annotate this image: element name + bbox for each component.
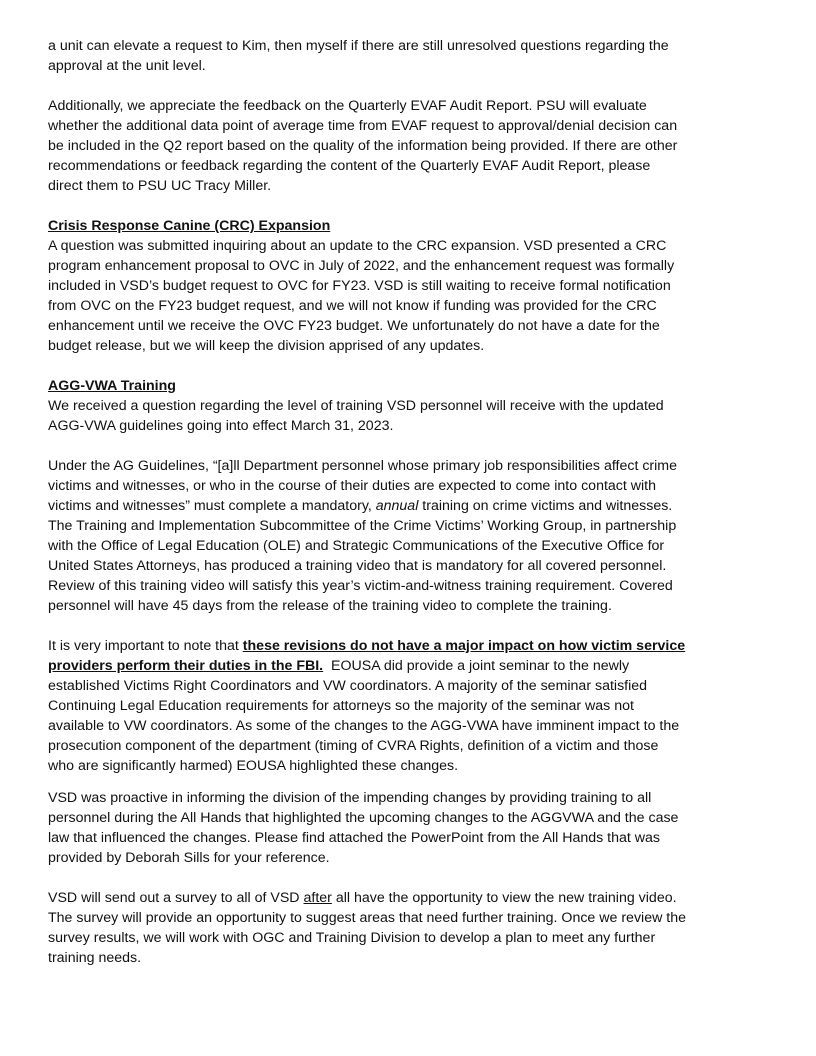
text-run: VSD will send out a survey to all of VSD: [48, 890, 304, 906]
paragraph-crc-body: A question was submitted inquiring about an update to the CRC expansion. VSD presented a CRC program enhancement proposal to OVC in July of 2022, and the enhancement request was formally included in VSD’s budget request to OVC for FY23. VSD is still waiting to receive formal notification from OVC on the FY23 budget request, and we will not know if funding was provided for the CRC enhancement until we receive the OVC FY23 budget. We unfortunately do not have a date for the budget release, but we will keep the division apprised of any updates.: [48, 238, 675, 354]
paragraph-important-note: [48, 636, 688, 776]
paragraph-ag-guidelines: [48, 456, 688, 616]
paragraph-vsd-proactive: VSD was proactive in informing the division of the impending changes by providing training to all personnel during the All Hands that highlighted the upcoming changes to the AGGVWA and the case law that influenced the changes. Please find attached the PowerPoint from the All Hands that was provided by Deborah Sills for your reference.: [48, 790, 679, 866]
text-run: training on crime victims and witnesses. The Training and Implementation Subcommittee of the Crime Victims’ Working Group, in partnership with the Office of Legal Education (OLE) and Strategic Communications of the Executive Office for United States Attorneys, has produced a training video that is mandatory for all covered personnel. Review of this training video will satisfy this year’s victim-and-witness training requirement. Covered personnel will have 45 days from the release of the training video to complete the training.: [48, 498, 677, 614]
emphasis-after: after: [303, 890, 332, 906]
emphasis-annual: annual: [375, 498, 419, 514]
emphasis-no-major-impact: these revisions do not have a major impact on how victim service providers perform their duties in the FBI.: [48, 638, 686, 674]
text-run: It is very important to note that: [48, 638, 243, 654]
text-run: EOUSA did provide a joint seminar to the newly established Victims Right Coordinators and VW coordinators. A majority of the seminar satisfied Continuing Legal Education requirements for attorneys so the majority of the seminar was not available to VW coordinators. As some of the changes to the AGG-VWA have imminent impact to the prosecution component of the department (timing of CVRA Rights, definition of a victim and those who are significantly harmed) EOUSA highlighted these changes.: [48, 658, 684, 774]
text-run: Under the AG Guidelines, “[a]ll Department personnel whose primary job responsibilities affect crime victims and witnesses, or who in the course of their duties are expected to come into contact with victims and witnesses” must complete a mandatory,: [48, 458, 678, 514]
paragraph-evaf-audit: Additionally, we appreciate the feedback on the Quarterly EVAF Audit Report. PSU will evaluate whether the additional data point of average time from EVAF request to approval/denial decision can be included in the Q2 report based on the quality of the information being provided. If there are other recommendations or feedback regarding the content of the Quarterly EVAF Audit Report, please direct them to PSU UC Tracy Miller.: [48, 98, 678, 194]
heading-agg-vwa-training: AGG-VWA Training: [48, 378, 176, 394]
paragraph-agg-intro: We received a question regarding the level of training VSD personnel will receive with the updated AGG-VWA guidelines going into effect March 31, 2023.: [48, 398, 664, 434]
paragraph-survey: [48, 888, 688, 968]
paragraph-elevate-request: a unit can elevate a request to Kim, then myself if there are still unresolved questions regarding the approval at the unit level.: [48, 38, 669, 74]
heading-crc-expansion: Crisis Response Canine (CRC) Expansion: [48, 218, 331, 234]
text-run: all have the opportunity to view the new training video. The survey will provide an opportunity to suggest areas that need further training. Once we review the survey results, we will work with OGC and Training Division to develop a plan to meet any further training needs.: [48, 890, 686, 966]
document-page: [48, 36, 688, 988]
